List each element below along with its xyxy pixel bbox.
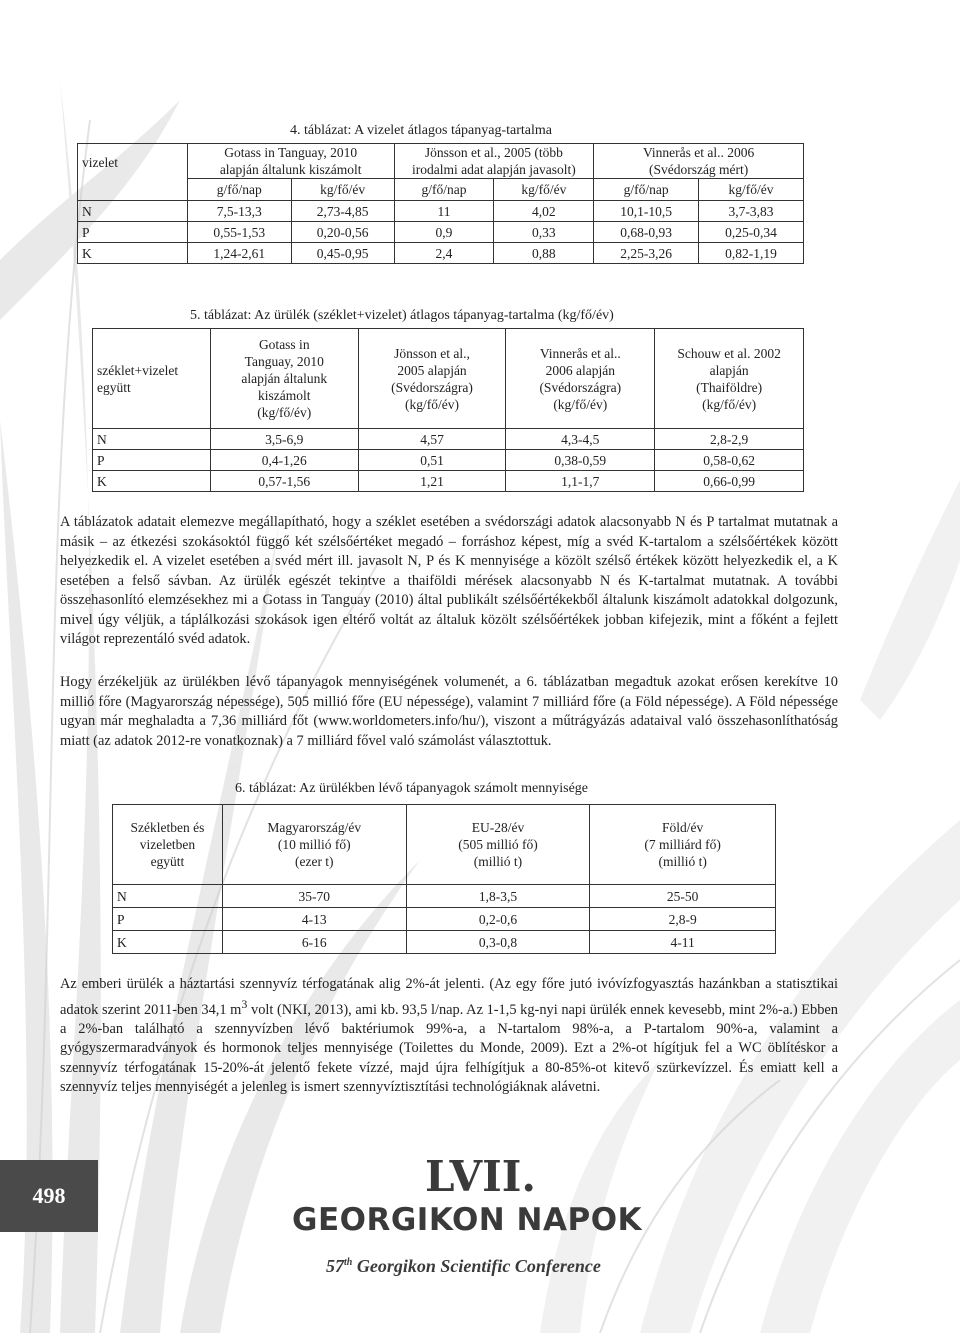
table4-caption: 4. táblázat: A vizelet átlagos tápanyag-tartalma <box>290 123 553 138</box>
table-cell: 3,7-3,83 <box>699 201 804 222</box>
table5-row-header: széklet+vizelet együtt <box>93 329 211 429</box>
table5-caption: 5. táblázat: Az ürülék (széklet+vizelet) átlagos tápanyag-tartalma (kg/fő/év) <box>190 308 614 323</box>
table-cell: 35-70 <box>222 885 406 908</box>
row-label: P <box>78 222 188 243</box>
table6-column-header: Föld/év (7 milliárd fő) (millió t) <box>590 805 776 885</box>
table6-header-row <box>113 805 776 885</box>
table-row <box>113 908 776 931</box>
row-label: N <box>93 429 211 450</box>
table4-unit-cell: kg/fő/év <box>291 179 394 201</box>
table6-caption: 6. táblázat: Az ürülékben lévő tápanyagok számolt mennyisége <box>235 781 588 796</box>
table6-row-header: Székletben és vizeletben együtt <box>113 805 223 885</box>
row-label: N <box>113 885 223 908</box>
table4-units-row <box>78 179 804 201</box>
row-label: K <box>78 243 188 264</box>
conference-name: GEORGIKON NAPOK <box>292 1202 643 1238</box>
table-row <box>113 931 776 954</box>
table5 <box>92 328 804 492</box>
table-cell: 0,88 <box>494 243 594 264</box>
table-cell: 0,82-1,19 <box>699 243 804 264</box>
table6-column-header: EU-28/év (505 millió fő) (millió t) <box>406 805 590 885</box>
table6-column-header: Magyarország/év (10 millió fő) (ezer t) <box>222 805 406 885</box>
table-cell: 0,68-0,93 <box>594 222 699 243</box>
table-cell: 4-13 <box>222 908 406 931</box>
table4-unit-cell: g/fő/nap <box>187 179 291 201</box>
table-row <box>113 885 776 908</box>
table-cell: 25-50 <box>590 885 776 908</box>
table-row <box>78 201 804 222</box>
table-cell: 0,55-1,53 <box>187 222 291 243</box>
table-cell: 2,8-9 <box>590 908 776 931</box>
table-cell: 0,38-0,59 <box>506 450 655 471</box>
table-cell: 3,5-6,9 <box>210 429 358 450</box>
table-cell: 4,3-4,5 <box>506 429 655 450</box>
table4 <box>77 143 804 264</box>
table6 <box>112 804 776 954</box>
row-label: N <box>78 201 188 222</box>
table-cell: 2,4 <box>394 243 494 264</box>
table-cell: 0,58-0,62 <box>655 450 804 471</box>
conference-roman-numeral: LVII. <box>425 1152 537 1201</box>
table-cell: 0,4-1,26 <box>210 450 358 471</box>
table-cell: 0,20-0,56 <box>291 222 394 243</box>
table-cell: 4,02 <box>494 201 594 222</box>
table-cell: 0,2-0,6 <box>406 908 590 931</box>
body-paragraph: Az emberi ürülék a háztartási szennyvíz térfogatának alig 2%-át jelenti. (Az egy főre jutó ivóvízfogyasztás hazánkban a statisztikai adatok szerint 2011-ben 34,1 $m^3$ volt (NKI, 2013), ami kb. 93,5 l/nap. Az 1-1,5 kg-nyi napi ürülék ennek kevesebb, mint 2%-a.) Ebben a 2%-ban található a szennyvízben lévő baktériumok 99%-a, a N-tartalom 98%-a, a P-tartalom 90%-a, valamint a gyógyszermaradványok és hormonok teljes mennyisége (Toilettes du Monde, 2009). Ezt a 2%-ot hígítjuk fel a WC öblítéskor a szennyvíz térfogatának 15-20%-át jelentő fekete vízzé, majd újra felhígítjuk a 80-85%-ot kitevő szürkevízzel. És emiatt kell a szennyvíz teljes mennyiségét a jelenleg is ismert szennyvíztisztítási technológiáknak alávetni. <box>60 976 838 1096</box>
table-cell: 0,45-0,95 <box>291 243 394 264</box>
row-label: K <box>113 931 223 954</box>
table-cell: 0,3-0,8 <box>406 931 590 954</box>
row-label: P <box>113 908 223 931</box>
table4-group-header: Vinnerås et al.. 2006 (Svédország mért) <box>594 144 804 179</box>
table5-column-header: Vinnerås et al.. 2006 alapján (Svédországra) (kg/fő/év) <box>506 329 655 429</box>
table4-unit-cell: kg/fő/év <box>494 179 594 201</box>
table-cell: 2,73-4,85 <box>291 201 394 222</box>
table-cell: 0,51 <box>358 450 506 471</box>
table-row <box>93 429 804 450</box>
table-cell: 1,1-1,7 <box>506 471 655 492</box>
table-cell: 4,57 <box>358 429 506 450</box>
table5-column-header: Jönsson et al., 2005 alapján (Svédországra) (kg/fő/év) <box>358 329 506 429</box>
table-cell: 0,25-0,34 <box>699 222 804 243</box>
row-label: P <box>93 450 211 471</box>
body-paragraph: A táblázatok adatait elemezve megállapítható, hogy a széklet esetében a svédországi adatok alacsonyabb N és P tartalmat mutatnak a másik – az étkezési szokásoktól függő két szélsőértéket megadó – forráshoz képest, míg a svéd K-tartalom a szélsőértékek között helyezkedik el. A vizelet esetében a svéd mért ill. javasolt N, P és K mennyisége a közölt szélső értékek között helyezkedik el, a K esetében a felső sávban. Az ürülék egészét tekintve a thaiföldi mérések alacsonyabb N és K-tartalmat mutatnak. A további összehasonlító elemzésekhez mi a Gotass in Tanguay (2010) által publikált szélsőértékekből általunk kiszámolt adatokkal dolgozunk, mivel úgy véljük, a táplálkozási szokások igen eltérő voltát az általuk közölt szélsőértékek jobban kifejezik, mint a főként a fejlett világot reprezentáló svéd adatok. <box>60 514 838 647</box>
table4-unit-cell: kg/fő/év <box>699 179 804 201</box>
row-label: K <box>93 471 211 492</box>
table-cell: 1,8-3,5 <box>406 885 590 908</box>
table5-column-header: Schouw et al. 2002 alapján (Thaiföldre) (kg/fő/év) <box>655 329 804 429</box>
table-cell: 0,9 <box>394 222 494 243</box>
table-cell: 7,5-13,3 <box>187 201 291 222</box>
table-cell: 11 <box>394 201 494 222</box>
table-row <box>78 243 804 264</box>
table5-column-header: Gotass in Tanguay, 2010 alapján általunk kiszámolt (kg/fő/év) <box>210 329 358 429</box>
table4-unit-cell: g/fő/nap <box>594 179 699 201</box>
table-cell: 2,25-3,26 <box>594 243 699 264</box>
table-cell: 10,1-10,5 <box>594 201 699 222</box>
table-cell: 1,21 <box>358 471 506 492</box>
table-row <box>78 222 804 243</box>
table-cell: 6-16 <box>222 931 406 954</box>
table-cell: 0,66-0,99 <box>655 471 804 492</box>
table-cell: 2,8-2,9 <box>655 429 804 450</box>
table-cell: 0,33 <box>494 222 594 243</box>
body-paragraph: Hogy érzékeljük az ürülékben lévő tápanyagok mennyiségének volumenét, a 6. táblázatban megadtuk azokat erősen kerekítve 10 millió főre (Magyarország népessége), 505 millió főre (EU népessége), valamint 7 milliárd főre (a Föld népessége). A Föld népessége ugyan már meghaladta a 7,36 milliárd főt (www.worldometers.info/hu/), viszont a műtrágyázás adataival való összehasonlíthatóság miatt (az adatok 2012-re vonatkoznak) a 7 milliárd fővel való számolást választottuk. <box>60 674 838 749</box>
table-row <box>93 450 804 471</box>
table4-group-header: Gotass in Tanguay, 2010 alapján általunk kiszámolt <box>187 144 394 179</box>
table4-group-header: Jönsson et al., 2005 (több irodalmi adat alapján javasolt) <box>394 144 594 179</box>
table4-header-row <box>78 144 804 179</box>
table4-row-header: vizelet <box>78 144 188 201</box>
table-cell: 1,24-2,61 <box>187 243 291 264</box>
page-number: 498 <box>0 1160 98 1232</box>
table-row <box>93 471 804 492</box>
table-cell: 0,57-1,56 <box>210 471 358 492</box>
table4-unit-cell: g/fő/nap <box>394 179 494 201</box>
conference-subtitle: 57th Georgikon Scientific Conference <box>326 1256 601 1276</box>
table-cell: 4-11 <box>590 931 776 954</box>
table5-header-row <box>93 329 804 429</box>
